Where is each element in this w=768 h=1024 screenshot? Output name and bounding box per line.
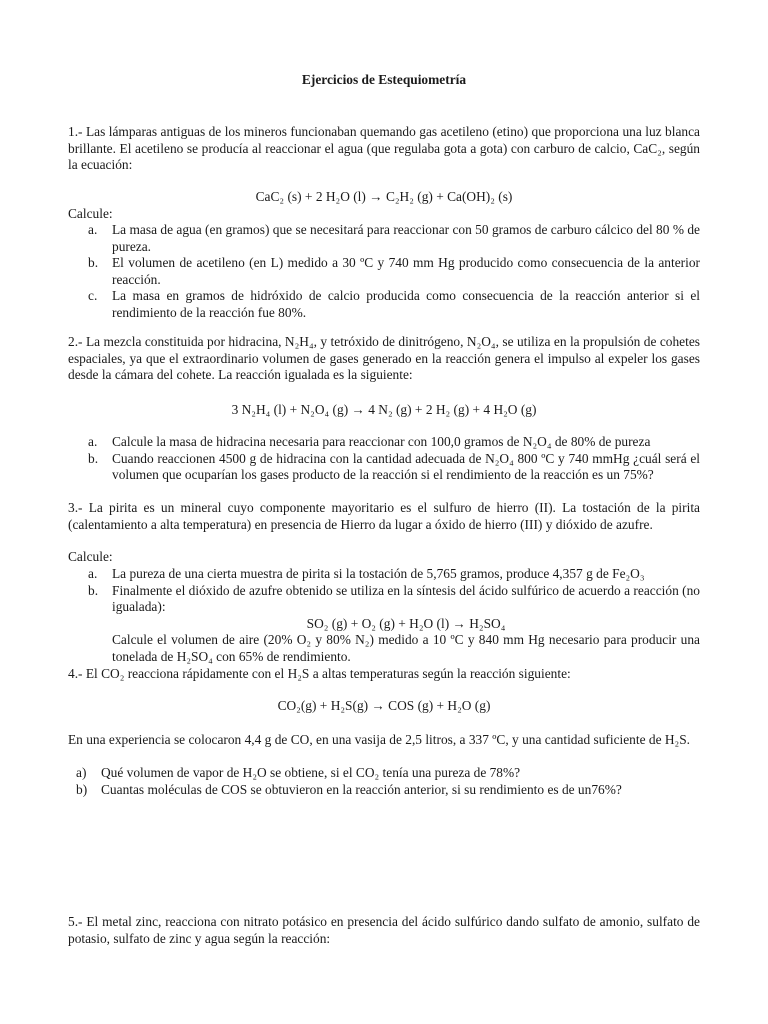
exercise-3-intro: 3.- La pirita es un mineral cuyo componente mayoritario es el sulfuro de hierro (II). La tostación de la pirita (calentamiento a alta temperatura) en presencia de Hierro da lugar a óxido de hierro (III) y dióxido de azufre. xyxy=(68,500,700,532)
exercise-2-items xyxy=(68,434,700,484)
list-marker: a) xyxy=(76,765,87,780)
exercise-3-calcule-label: Calcule: xyxy=(68,549,113,564)
exercise-4-intro: 4.- El CO₂ reacciona rápidamente con el H₂S a altas temperaturas según la reacción siguiente: xyxy=(68,666,571,681)
exercise-3-equation: SO₂ (g) + O₂ (g) + H₂O (l) → H₂SO₄ xyxy=(306,615,506,631)
list-item-followup: Calcule el volumen de aire (20% O₂ y 80% N₂) medido a 10 ºC y 840 mm Hg necesario para producir una tonelada de H₂SO₄ con 65% de rendimiento. xyxy=(112,632,700,664)
list-item-text: La masa en gramos de hidróxido de calcio producida como consecuencia de la reacción anterior si el rendimiento de la reacción fue 80%. xyxy=(112,288,700,320)
exercise-5-intro: 5.- El metal zinc, reacciona con nitrato potásico en presencia del ácido sulfúrico dando sulfato de amonio, sulfato de potasio, sulfato de zinc y agua según la reacción: xyxy=(68,914,700,946)
list-item xyxy=(68,765,700,782)
exercise-1-items xyxy=(68,222,700,321)
list-item-text: Finalmente el dióxido de azufre obtenido se utiliza en la síntesis del ácido sulfúrico de acuerdo a reacción (no igualada): xyxy=(112,582,700,614)
list-item xyxy=(68,434,700,451)
document-title: Ejercicios de Estequiometría xyxy=(301,72,467,87)
list-item-text: El volumen de acetileno (en L) medido a 30 ºC y 740 mm Hg producido como consecuencia de la anterior reacción. xyxy=(112,255,700,287)
exercise-1-equation: CaC₂ (s) + 2 H₂O (l) → C₂H₂ (g) + Ca(OH)₂ (s) xyxy=(255,189,513,204)
exercise-4-items xyxy=(68,765,700,798)
list-marker: a. xyxy=(88,566,98,581)
list-item-text: Calcule la masa de hidracina necesaria para reaccionar con 100,0 gramos de N₂O₄ de 80% de pureza xyxy=(112,434,651,449)
list-item xyxy=(68,288,700,321)
list-item-text: La masa de agua (en gramos) que se necesitará para reaccionar con 50 gramos de carburo cálcico del 80 % de pureza. xyxy=(112,222,700,254)
list-item-text: La pureza de una cierta muestra de pirita si la tostación de 5,765 gramos, produce 4,357 g de Fe₂O₃ xyxy=(112,566,645,581)
exercise-4-equation: CO₂(g) + H₂S(g) → COS (g) + H₂O (g) xyxy=(277,698,491,713)
exercise-4-text: En una experiencia se colocaron 4,4 g de CO, en una vasija de 2,5 litros, a 337 ºC, y una cantidad suficiente de H₂S. xyxy=(68,732,691,747)
list-item-text: Cuando reaccionen 4500 g de hidracina con la cantidad adecuada de N₂O₄ 800 ºC y 740 mmHg ¿cuál será el volumen que ocuparían los gases producto de la reacción si el rendimiento de la reacción es un 75%? xyxy=(112,450,700,482)
list-marker: a. xyxy=(88,222,98,237)
list-item xyxy=(68,566,700,583)
list-item xyxy=(68,583,700,666)
exercise-3-items xyxy=(68,566,700,665)
list-marker: a. xyxy=(88,434,98,449)
list-item-text: Cuantas moléculas de COS se obtuvieron en la reacción anterior, si su rendimiento es de un76%? xyxy=(101,781,622,797)
list-item xyxy=(68,222,700,255)
list-item xyxy=(68,451,700,484)
exercise-1-calcule-label: Calcule: xyxy=(68,206,113,221)
list-item xyxy=(68,782,700,799)
exercise-2-equation: 3 N₂H₄ (l) + N₂O₄ (g) → 4 N₂ (g) + 2 H₂ (g) + 4 H₂O (g) xyxy=(231,402,537,417)
list-marker: b. xyxy=(88,450,99,466)
list-item-text: Qué volumen de vapor de H₂O se obtiene, si el CO₂ tenía una pureza de 78%? xyxy=(101,765,521,780)
exercise-1-intro: 1.- Las lámparas antiguas de los mineros funcionaban quemando gas acetileno (etino) que proporciona una luz blanca brillante. El acetileno se producía al reaccionar el agua (que regulaba gota a gota) con carburo de calcio, CaC₂, según la ecuación: xyxy=(68,124,700,172)
list-item xyxy=(68,255,700,288)
list-marker: c. xyxy=(88,288,98,303)
list-marker: b. xyxy=(88,255,99,270)
list-marker: b) xyxy=(76,781,88,797)
exercise-2-intro: 2.- La mezcla constituida por hidracina, N₂H₄, y tetróxido de dinitrógeno, N₂O₄, se utiliza en la propulsión de cohetes espaciales, ya que el extraordinario volumen de gases generado en la reacción genera el impulso al expeler los gases desde la cámara del cohete. La reacción igualada es la siguiente: xyxy=(68,334,700,382)
list-marker: b. xyxy=(88,582,99,598)
